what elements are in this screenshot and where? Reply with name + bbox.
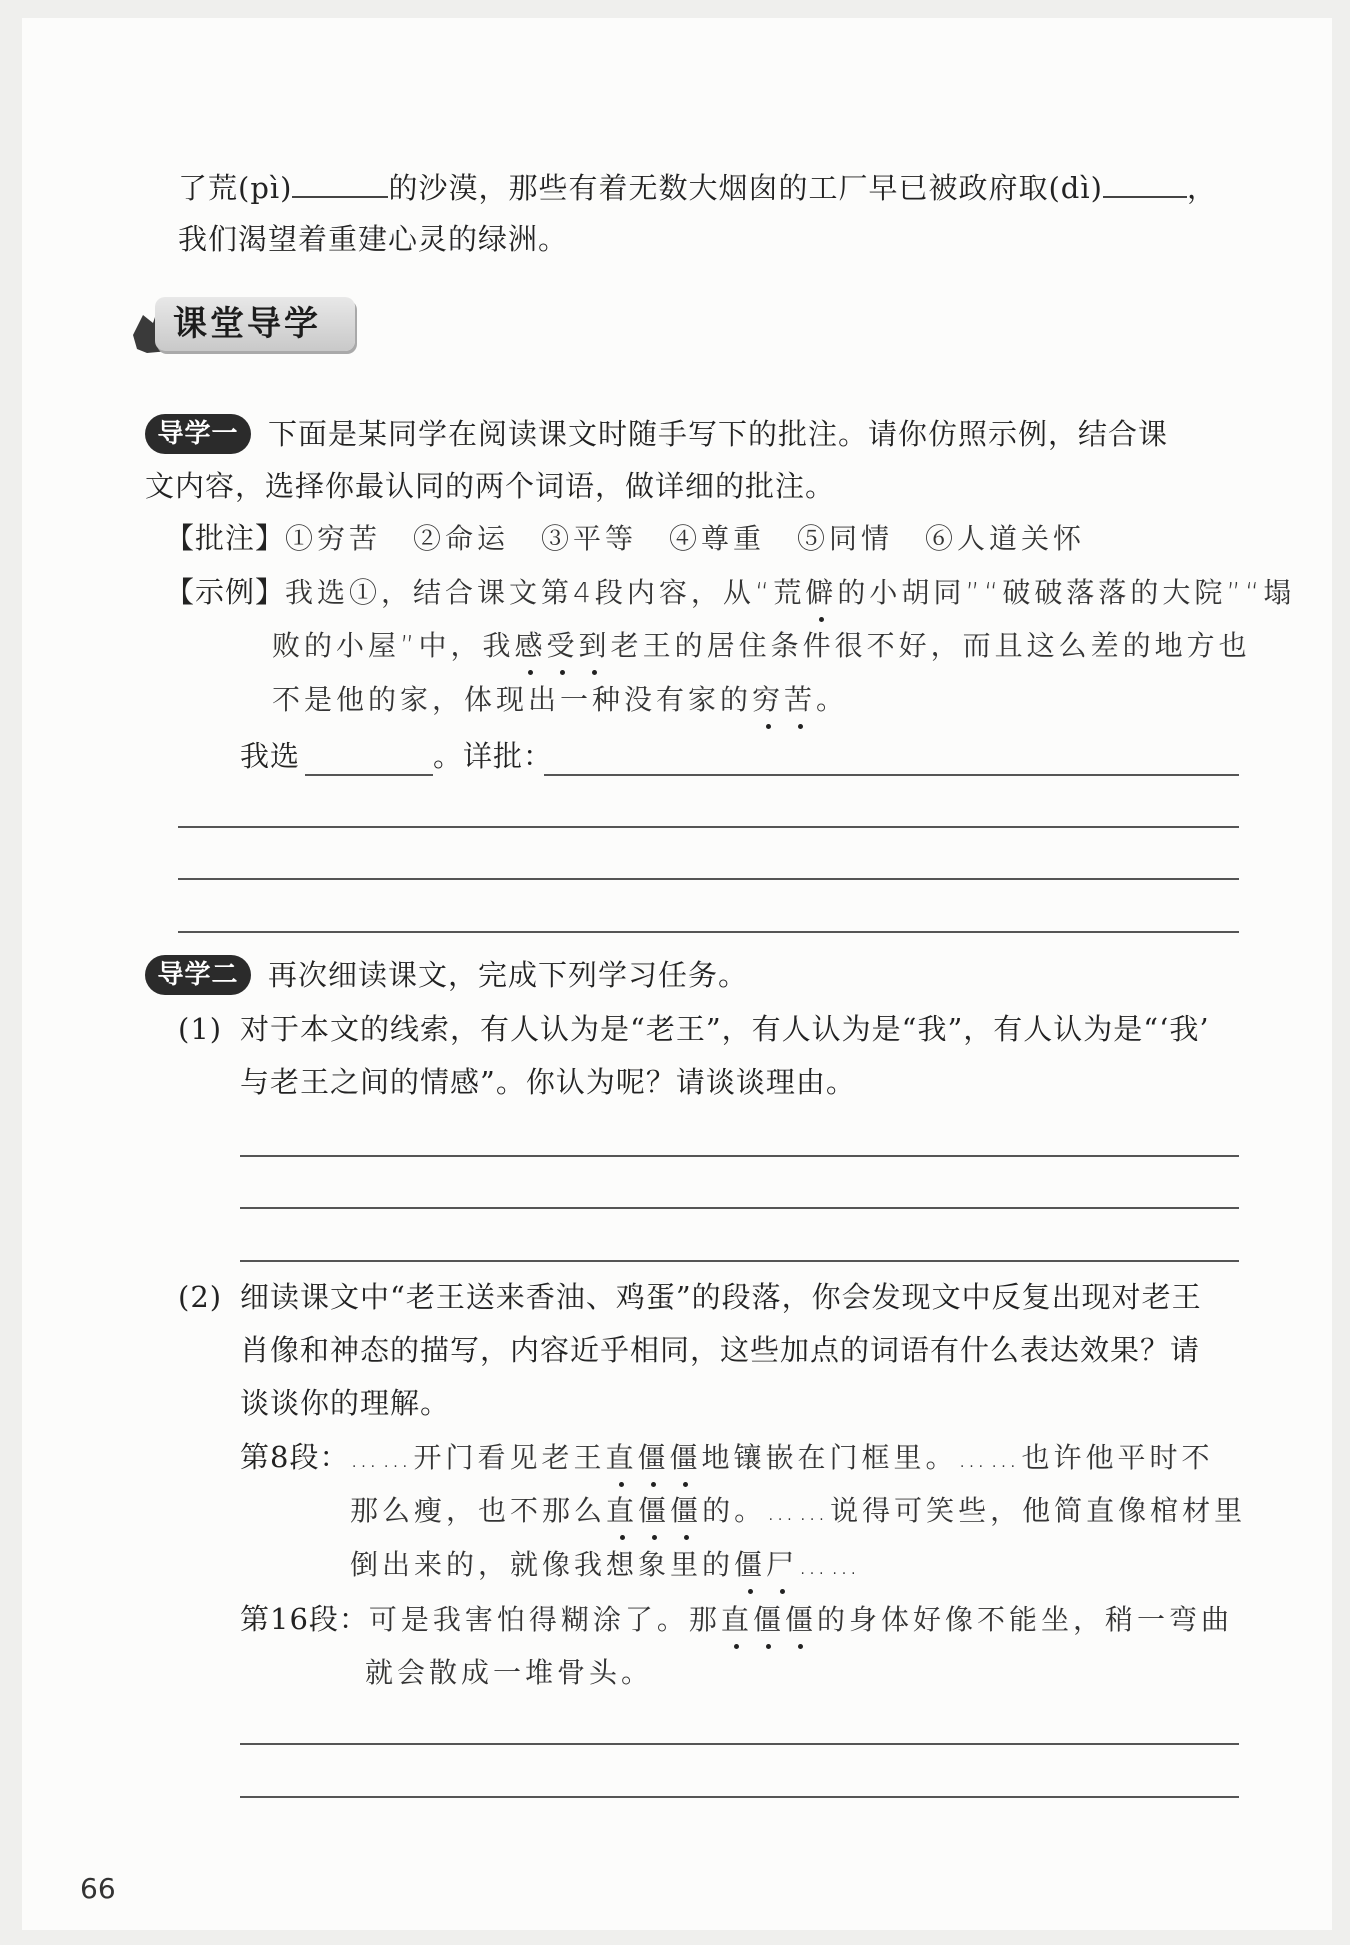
emphasis-char: 到 — [579, 626, 611, 666]
emphasis-char: 僵 — [670, 1438, 702, 1478]
q2-line-1: 细读课文中“老王送来香油、鸡蛋”的段落，你会发现文中反复出现对老王 — [240, 1280, 1202, 1314]
intro-line-1: 了荒(pì) 的沙漠，那些有着无数大烟囱的工厂早已被政府取(dì) ， — [178, 171, 1217, 205]
q2-line-2: 肖像和神态的描写，内容近乎相同，这些加点的词语有什么表达效果？请 — [240, 1333, 1201, 1367]
emphasis-char: 受 — [547, 626, 579, 666]
example-line-2: 败的小屋”中，我感受到老王的居住条件很不好，而且这么差的地方也 — [272, 626, 1251, 666]
annotation-options: 【批注】①穷苦 ②命运 ③平等 ④尊重 ⑤同情 ⑥人道关怀 — [165, 521, 1086, 555]
answer-line[interactable] — [240, 1743, 1239, 1745]
emphasis-char: 感 — [515, 626, 547, 666]
g1-instruction-line-2: 文内容，选择你最认同的两个词语，做详细的批注。 — [145, 469, 836, 503]
page-number: 66 — [80, 1872, 116, 1905]
example-line-3: 不是他的家，体现出一种没有家的穷苦。 — [272, 680, 848, 720]
paragraph-8-line-2: 那么瘦，也不那么直僵僵的。……说得可笑些，他简直像棺材里 — [350, 1491, 1246, 1531]
emphasis-char: 直 — [721, 1600, 753, 1640]
emphasis-char: 直 — [606, 1491, 638, 1531]
g1-instruction-line-1: 下面是某同学在阅读课文时随手写下的批注。请你仿照示例，结合课 — [268, 417, 1169, 451]
answer-line[interactable] — [240, 1207, 1239, 1209]
choose-blank[interactable] — [305, 774, 433, 776]
emphasis-char: 穷 — [752, 680, 784, 720]
emphasis-char: 僻 — [805, 573, 837, 613]
answer-line[interactable] — [240, 1260, 1239, 1262]
answer-line[interactable] — [240, 1796, 1239, 1798]
answer-blank-di[interactable] — [1103, 172, 1187, 198]
paragraph-8-line-1: 第8段：……开门看见老王直僵僵地镶嵌在门框里。……也许他平时不 — [240, 1437, 1214, 1478]
section-title: 课堂导学 — [173, 304, 321, 344]
badge-guide-1: 导学一 — [145, 414, 251, 454]
intro-line-2: 我们渴望着重建心灵的绿洲。 — [178, 222, 569, 256]
emphasis-char: 僵 — [734, 1545, 766, 1585]
q1-line-1: 对于本文的线索，有人认为是“老王”，有人认为是“我”，有人认为是“‘我’ — [240, 1012, 1210, 1046]
emphasis-char: 直 — [605, 1438, 637, 1478]
q2-line-3: 谈谈你的理解。 — [240, 1386, 451, 1420]
choose-label: 我选 — [240, 739, 301, 773]
paragraph-8-line-3: 倒出来的，就像我想象里的僵尸…… — [350, 1545, 862, 1585]
q1-line-2: 与老王之间的情感”。你认为呢？请谈谈理由。 — [240, 1065, 856, 1099]
emphasis-char: 尸 — [766, 1545, 798, 1585]
detail-label: 。详批： — [433, 739, 554, 773]
emphasis-char: 僵 — [638, 1491, 670, 1531]
answer-line[interactable] — [178, 878, 1239, 880]
q1-number: (1) — [178, 1012, 223, 1046]
q2-number: (2) — [178, 1280, 223, 1314]
section-header — [125, 287, 385, 362]
answer-line[interactable] — [178, 826, 1239, 828]
paragraph-16-line-1: 第16段：可是我害怕得糊涂了。那直僵僵的身体好像不能坐，稍一弯曲 — [240, 1599, 1233, 1640]
example-line-1: 【示例】我选①，结合课文第4段内容，从“荒僻的小胡同”“破破落落的大院”“塌 — [165, 572, 1295, 613]
badge-guide-2: 导学二 — [145, 955, 251, 995]
emphasis-char: 僵 — [785, 1600, 817, 1640]
paragraph-16-line-2: 就会散成一堆骨头。 — [365, 1656, 654, 1689]
detail-blank[interactable] — [544, 774, 1239, 776]
answer-blank-pi[interactable] — [292, 172, 388, 198]
emphasis-char: 僵 — [670, 1491, 702, 1531]
answer-line[interactable] — [240, 1155, 1239, 1157]
emphasis-char: 僵 — [753, 1600, 785, 1640]
answer-line[interactable] — [178, 931, 1239, 933]
g2-intro: 再次细读课文，完成下列学习任务。 — [268, 958, 749, 992]
emphasis-char: 僵 — [637, 1438, 669, 1478]
emphasis-char: 苦 — [784, 680, 816, 720]
